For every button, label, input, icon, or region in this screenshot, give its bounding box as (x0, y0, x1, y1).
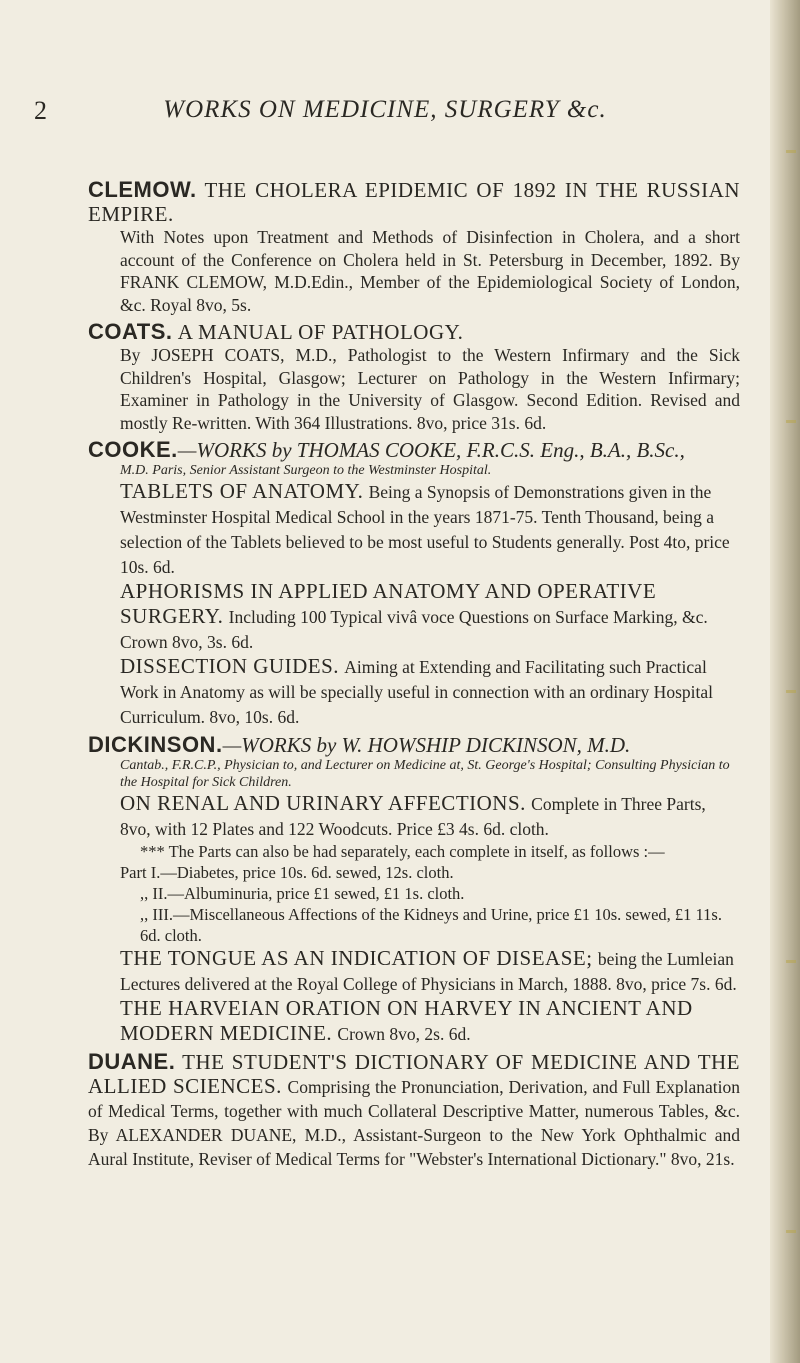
book-item (88, 579, 740, 654)
book-item (88, 791, 740, 841)
book-item (88, 479, 740, 579)
book-description: Crown 8vo, 2s. 6d. (337, 1024, 471, 1044)
book-description: Being a Synopsis of Demonstrations given in the Westminster Hospital Medical School in the years 1871-75. Tenth Thousand, being a selection of the Tablets believed to be most useful to Students generally. Post 4to, price 10s. 6d. (120, 482, 730, 577)
page-edge (770, 0, 800, 1363)
entry-duane (88, 1050, 740, 1170)
book-description: Including 100 Typical vivâ voce Questions on Surface Marking, &c. Crown 8vo, 3s. 6d. (120, 607, 708, 652)
book-title: DISSECTION GUIDES. (120, 654, 339, 678)
entry-coats (88, 320, 740, 434)
author-credentials: M.D. Paris, Senior Assistant Surgeon to the Westminster Hospital. (120, 463, 492, 478)
entry-clemow (88, 178, 740, 316)
works-heading (88, 438, 740, 462)
page-number: 2 (34, 96, 47, 125)
entry-heading (88, 1050, 740, 1170)
works-line: —WORKS by W. HOWSHIP DICKINSON, M.D. (222, 733, 631, 757)
page-header (0, 96, 770, 146)
book-title: ON RENAL AND URINARY AFFECTIONS. (120, 791, 526, 815)
author-name: DUANE. (88, 1049, 176, 1074)
catalogue-listing (88, 178, 740, 1174)
author-name: COATS. (88, 319, 173, 344)
entry-heading (88, 320, 740, 344)
author-credentials: Cantab., F.R.C.P., Physician to, and Lecturer on Medicine at, St. George's Hospital; Consulting Physician to the Hospital for Sick Children. (120, 758, 730, 790)
book-description: Complete in Three Parts, 8vo, with 12 Plates and 122 Woodcuts. Price £3 4s. 6d. cloth. (120, 794, 706, 839)
part-item: ,, II.—Albuminuria, price £1 sewed, £1 1s. cloth. (140, 884, 465, 903)
book-title: THE TONGUE AS AN INDICATION OF DISEASE; (120, 946, 593, 970)
book-item (88, 654, 740, 729)
book-title: A MANUAL OF PATHOLOGY. (177, 320, 464, 344)
book-title: THE STUDENT'S DICTIONARY OF MEDICINE AND THE ALLIED SCIENCES. (88, 1050, 741, 1098)
entry-cooke (88, 438, 740, 729)
works-heading (88, 733, 740, 757)
works-line: —WORKS by THOMAS COOKE, F.R.C.S. Eng., B.A., B.Sc., (177, 438, 685, 462)
author-name: COOKE. (88, 437, 178, 462)
book-description: Aiming at Extending and Facilitating such Practical Work in Anatomy as will be specially useful in connection with an ordinary Hospital Curriculum. 8vo, 10s. 6d. (120, 657, 713, 727)
book-title: THE CHOLERA EPIDEMIC OF 1892 IN THE RUSSIAN EMPIRE. (88, 178, 740, 226)
book-title: TABLETS OF ANATOMY. (120, 479, 364, 503)
entry-heading (88, 178, 740, 226)
book-title: APHORISMS IN APPLIED ANATOMY AND OPERATIVE SURGERY. (120, 579, 657, 628)
author-name: DICKINSON. (88, 732, 223, 757)
book-title: THE HARVEIAN ORATION ON HARVEY IN ANCIENT AND MODERN MEDICINE. (120, 996, 693, 1045)
part-item: Part I.—Diabetes, price 10s. 6d. sewed, 12s. cloth. (120, 863, 454, 882)
parts-note: *** The Parts can also be had separately, each complete in itself, as follows :— (140, 842, 665, 861)
book-description: By JOSEPH COATS, M.D., Pathologist to the Western Infirmary and the Sick Children's Hospital, Glasgow; Lecturer on Pathology in the Western Infirmary; Examiner in Pathology in the University of Glasgow. Second Edition. Revised and mostly Re-written. With 364 Illustrations. 8vo, price 31s. 6d. (120, 345, 740, 433)
part-item: ,, III.—Miscellaneous Affections of the Kidneys and Urine, price £1 10s. sewed, £1 11s. 6d. cloth. (140, 905, 722, 945)
author-name: CLEMOW. (88, 177, 197, 202)
book-description: being the Lumleian Lectures delivered at the Royal College of Physicians in March, 1888. 8vo, price 7s. 6d. (120, 949, 737, 994)
book-description: Comprising the Pronunciation, Derivation, and Full Explanation of Medical Terms, together with much Collateral Descriptive Matter, numerous Tables, &c. By ALEXANDER DUANE, M.D., Assistant-Surgeon to the New York Ophthalmic and Aural Institute, Reviser of Medical Terms for "Webster's International Dictionary." 8vo, 21s. (88, 1077, 741, 1169)
book-item (88, 996, 740, 1046)
book-item (88, 946, 740, 996)
entry-dickinson (88, 733, 740, 1046)
running-title: WORKS ON MEDICINE, SURGERY &c. (163, 96, 607, 123)
book-description: With Notes upon Treatment and Methods of Disinfection in Cholera, and a short account of the Conference on Cholera held in St. Petersburg in December, 1892. By FRANK CLEMOW, M.D.Edin., Member of the Epidemiological Society of London, &c. Royal 8vo, 5s. (120, 227, 740, 315)
